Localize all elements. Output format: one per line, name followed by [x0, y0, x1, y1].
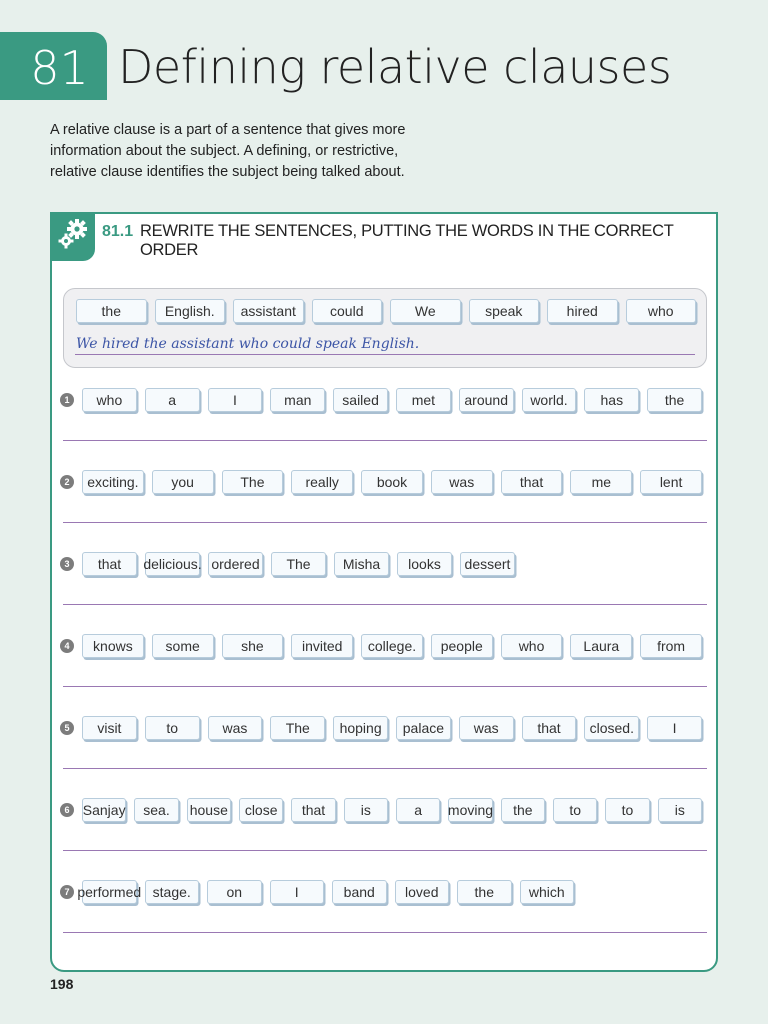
- word-tile[interactable]: looks: [397, 552, 452, 576]
- word-tile[interactable]: The: [222, 470, 284, 494]
- word-tile[interactable]: exciting.: [82, 470, 144, 494]
- question-number: 3: [60, 557, 74, 571]
- word-tile[interactable]: delicious.: [145, 552, 200, 576]
- word-tile[interactable]: closed.: [584, 716, 639, 740]
- word-tile[interactable]: really: [291, 470, 353, 494]
- word-tile[interactable]: close: [239, 798, 283, 822]
- word-tile[interactable]: me: [570, 470, 632, 494]
- exercise-box: [50, 212, 718, 972]
- answer-line[interactable]: [63, 604, 707, 605]
- word-tile[interactable]: performed: [82, 880, 137, 904]
- word-tile[interactable]: is: [658, 798, 702, 822]
- word-tile[interactable]: I: [647, 716, 702, 740]
- word-tile[interactable]: a: [396, 798, 440, 822]
- word-tile[interactable]: assistant: [233, 299, 304, 323]
- word-tile[interactable]: college.: [361, 634, 423, 658]
- word-tile[interactable]: from: [640, 634, 702, 658]
- word-tile[interactable]: house: [187, 798, 231, 822]
- word-tile[interactable]: I: [270, 880, 325, 904]
- word-tile[interactable]: invited: [291, 634, 353, 658]
- word-tile[interactable]: she: [222, 634, 284, 658]
- page-number: 198: [50, 976, 74, 992]
- page-title: Defining relative clauses: [118, 40, 672, 94]
- word-tile[interactable]: knows: [82, 634, 144, 658]
- word-tile[interactable]: the: [501, 798, 545, 822]
- question-word-row: [82, 470, 702, 496]
- word-tile[interactable]: hired: [547, 299, 618, 323]
- word-tile[interactable]: was: [431, 470, 493, 494]
- word-tile[interactable]: has: [584, 388, 639, 412]
- word-tile[interactable]: that: [501, 470, 563, 494]
- example-answer: We hired the assistant who could speak English.: [76, 336, 420, 352]
- word-tile[interactable]: speak: [469, 299, 540, 323]
- word-tile[interactable]: the: [457, 880, 512, 904]
- word-tile[interactable]: that: [522, 716, 577, 740]
- word-tile[interactable]: a: [145, 388, 200, 412]
- word-tile[interactable]: loved: [395, 880, 450, 904]
- word-tile[interactable]: sailed: [333, 388, 388, 412]
- word-tile[interactable]: who: [82, 388, 137, 412]
- example-word-row: [76, 299, 696, 325]
- word-tile[interactable]: palace: [396, 716, 451, 740]
- word-tile[interactable]: dessert: [460, 552, 515, 576]
- word-tile[interactable]: world.: [522, 388, 577, 412]
- word-tile[interactable]: you: [152, 470, 214, 494]
- word-tile[interactable]: that: [291, 798, 335, 822]
- question-number: 7: [60, 885, 74, 899]
- word-tile[interactable]: met: [396, 388, 451, 412]
- word-tile[interactable]: the: [647, 388, 702, 412]
- answer-line[interactable]: [63, 440, 707, 441]
- word-tile[interactable]: man: [270, 388, 325, 412]
- answer-line[interactable]: [63, 522, 707, 523]
- example-answer-line: [75, 354, 695, 355]
- word-tile[interactable]: to: [605, 798, 649, 822]
- example-box: [63, 288, 707, 368]
- word-tile[interactable]: to: [553, 798, 597, 822]
- word-tile[interactable]: lent: [640, 470, 702, 494]
- word-tile[interactable]: visit: [82, 716, 137, 740]
- question-number: 4: [60, 639, 74, 653]
- gears-icon: [56, 217, 90, 256]
- word-tile[interactable]: which: [520, 880, 575, 904]
- word-tile[interactable]: Misha: [334, 552, 389, 576]
- word-tile[interactable]: who: [626, 299, 697, 323]
- word-tile[interactable]: is: [344, 798, 388, 822]
- word-tile[interactable]: ordered: [208, 552, 263, 576]
- question-number: 2: [60, 475, 74, 489]
- question-word-row: [77, 880, 574, 906]
- word-tile[interactable]: that: [82, 552, 137, 576]
- word-tile[interactable]: hoping: [333, 716, 388, 740]
- word-tile[interactable]: around: [459, 388, 514, 412]
- word-tile[interactable]: English.: [155, 299, 226, 323]
- word-tile[interactable]: The: [270, 716, 325, 740]
- word-tile[interactable]: sea.: [134, 798, 178, 822]
- word-tile[interactable]: stage.: [145, 880, 200, 904]
- question-word-row: [82, 634, 702, 660]
- question-number: 6: [60, 803, 74, 817]
- word-tile[interactable]: some: [152, 634, 214, 658]
- word-tile[interactable]: Laura: [570, 634, 632, 658]
- exercise-tab: [50, 212, 95, 261]
- answer-line[interactable]: [63, 686, 707, 687]
- word-tile[interactable]: band: [332, 880, 387, 904]
- intro-text: A relative clause is a part of a sentence that gives more information about the subject. A defining, or restrictive, relative clause identifies the subject being talked about.: [50, 122, 406, 180]
- exercise-instruction: REWRITE THE SENTENCES, PUTTING THE WORDS IN THE CORRECT ORDER: [140, 222, 674, 259]
- question-word-row: [82, 552, 515, 578]
- question-number: 1: [60, 393, 74, 407]
- word-tile[interactable]: I: [208, 388, 263, 412]
- word-tile[interactable]: book: [361, 470, 423, 494]
- answer-line[interactable]: [63, 768, 707, 769]
- answer-line[interactable]: [63, 850, 707, 851]
- word-tile[interactable]: was: [459, 716, 514, 740]
- word-tile[interactable]: people: [431, 634, 493, 658]
- word-tile[interactable]: who: [501, 634, 563, 658]
- exercise-number: 81.1: [102, 223, 134, 240]
- question-word-row: [82, 798, 702, 824]
- word-tile[interactable]: moving: [448, 798, 492, 822]
- question-number: 5: [60, 721, 74, 735]
- word-tile[interactable]: The: [271, 552, 326, 576]
- question-word-row: [82, 388, 702, 414]
- word-tile[interactable]: Sanjay: [82, 798, 126, 822]
- word-tile[interactable]: the: [76, 299, 147, 323]
- question-word-row: [82, 716, 702, 742]
- answer-line[interactable]: [63, 932, 707, 933]
- unit-number-badge: 81: [0, 32, 107, 100]
- word-tile[interactable]: on: [207, 880, 262, 904]
- word-tile[interactable]: was: [208, 716, 263, 740]
- word-tile[interactable]: to: [145, 716, 200, 740]
- word-tile[interactable]: We: [390, 299, 461, 323]
- word-tile[interactable]: could: [312, 299, 383, 323]
